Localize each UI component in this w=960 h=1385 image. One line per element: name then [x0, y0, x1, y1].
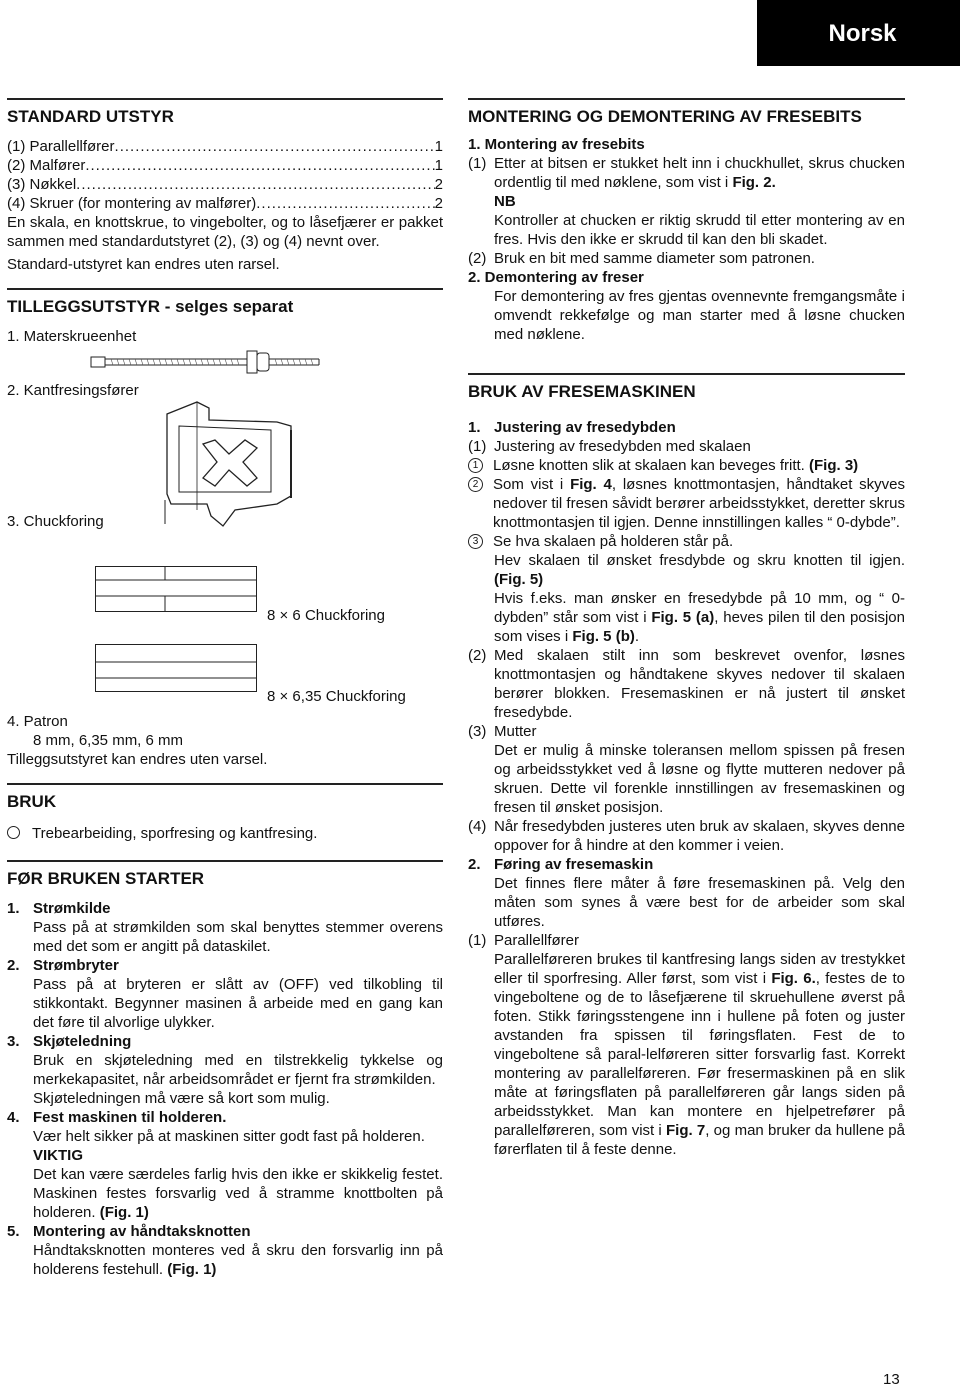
step-text: Hev skalaen til ønsket fresdybde og skru knotten til igjen. (Fig. 5) — [494, 552, 905, 588]
right-column: MONTERING OG DEMONTERING AV FRESEBITS 1. Montering av fresebits (1) Etter at bitsen er stukket helt inn i chuckhullet, skrus chucken ordentlig til med nøklene, som vist i Fig. 2. NB Kontroller at chucken er riktig skrudd til etter montering av en fres. Hvis den ikke er skrudd til kan den bli skadet. (2) Bruk en bit med samme diameter som patronen. 2. Demontering av freser For demontering av fres gjentas ovennevnte fremgangsmåte i omvendt rekkefølge og man starter med å løsne chucken med nøklene. BRUK AV FRESEMASKINEN 1. Justering av fresedybden (1) Justering av fresedybden med skalaen 1 Løsne knotten slik at skalaen kan beveges fritt. (Fig. 3) 2 Som vist i Fig. 4, løsnes knottmontasjen, håndtaket skyves nedover til fresen såvidt berører arbeidsstykket, deretter skrus knottmontasjen til igjen. Denne innstillingen kalles “ 0-dybde”. 3 Se hva skalaen på holderen står på. Hev skalaen til ønsket fresdybde og skru knotten til igjen. (Fig. 5) Hvis f.eks. man ønsker en fresedybde på 10 mm, og “ 0-dybden” står som vist i Fig. 5 (a), heves pilen til den posisjon som vises i Fig. 5 (b). (2) Med skalaen stilt inn som beskrevet ovenfor, løsnes knottmontasjen og håndtakene skyves nedover til skalaen berører blokken. Fresemaskinen er nå justert til ønsket fresedybde. (3) Mutter Det er mulig å minske toleransen mellom spissen på fresen og arbeidsstykket ved å løsne og flytte mutteren nedover på skruen. Dette vil forenkle innstillingen av fresemaskinen og fresen til ønsket posisjon. (4) Når fresedybden justeres uten bruk av skalaen, skyves denne oppover for å hindre at den kommer i veien. 2. Føring av fresemaskin Det finnes flere måter å føre fresemaskinen på. Velg den måten som synes å være best for de arbeider som skal utføres. (1) Parallellfører Parallelføreren brukes til kantfresing langs siden av trestykket eller til sporfresing. Aller først, som vist i Fig. 6., festes de to vingeboltene og de to låsefjærene til skruehullene øverst på foten. Stikk føringsstengene inn i hullene på foten og juster avstanden fra spissen til føringsflaten. Fest de to vingeboltene så paral-lelføreren sitter forsvarlig fast. Korrekt montering av parallelføreren. Før fresermaskinen på en slik måte at føringsflaten på parallelføreren går langs siden på arbeidsstykket. Man kan montere en hjelpetrefører på parallelføreren, som vist i Fig. 7, og man bruker da hullene på førerflaten til å feste denne. — [468, 98, 905, 1159]
subsection-title: 1. Montering av fresebits — [468, 136, 645, 153]
step-text: Løsne knotten slik at skalaen kan beveges fritt. (Fig. 3) — [493, 457, 859, 474]
section-title: Montering av håndtaksknotten — [33, 1223, 251, 1240]
step-text: Bruk en bit med samme diameter som patronen. — [494, 250, 815, 267]
before-use-list: 1. Strømkilde Pass på at strømkilden som skal benyttes stemmer overens med det som er angitt på dataskilet. 2. Strømbryter Pass på at bryteren er slått av (OFF) ved tilkobling til stikkontakt. Begynner masinen å arbeide med en gang kan det føre til alvorlige ulykker. 3. Skjøteledning Bruk en skjøteledning med en tilstrekkelig tykkelse og merkekapasitet, når arbeidsområdet er fjernt fra strømkilden. Skjøteledningen må være så kort som mulig. 4. Fest maskinen til holderen. Vær helt sikker på at maskinen sitter godt fast på holderen. VIKTIG Det kan være særdeles farlig hvis den ikke er skikkelig festet. Maskinen festes forsvarlig ved å stramme knottbolten på holderen. (Fig. 1) 5. Montering av håndtaksknotten Håndtaksknotten monteres ved å skru den forsvarlig inn på holderens festehull. (Fig. 1) — [7, 900, 443, 1278]
circled-number-icon: 3 — [468, 534, 483, 549]
list-item: (3) Nøkkel ..... 2 — [7, 175, 443, 194]
section-title: Justering av fresedybden — [494, 419, 676, 436]
section-text: Bruk en skjøteledning med en tilstrekkelig tykkelse og merkekapasitet, når arbeidsområdet er fjernt fra strømkilden. — [33, 1052, 443, 1088]
step-title: Parallellfører — [494, 932, 580, 949]
bullet-icon — [7, 826, 20, 839]
step-text: Med skalaen stilt inn som beskrevet ovenfor, løsnes knottmontasjen og håndtakene skyves nedover til skalaen berører blokken. Fresemaskinen er nå justert til ønsket fresedybde. — [494, 647, 905, 721]
optional-item-3: 3. Chuckforing — [7, 513, 104, 530]
language-tab — [757, 0, 960, 66]
warning-label: VIKTIG — [33, 1147, 84, 1164]
mounting-title: MONTERING OG DEMONTERING AV FRESEBITS — [468, 98, 905, 127]
optional-equipment-title: TILLEGGSUTSTYR - selges separat — [7, 288, 443, 317]
circled-number-icon: 2 — [468, 477, 483, 492]
nb-text: Kontroller at chucken er riktig skrudd til etter montering av en fres. Hvis den ikke er skrudd til kan den bli skadet. — [494, 212, 905, 248]
standard-equipment-title: STANDARD UTSTYR — [7, 98, 443, 127]
before-use-title: FØR BRUKEN STARTER — [7, 860, 443, 889]
circled-number-icon: 1 — [468, 458, 483, 473]
chuck-sleeve-2-illustration — [95, 644, 257, 692]
step-text: Som vist i Fig. 4, løsnes knottmontasjen, håndtaket skyves nedover til fresen såvidt berører arbeidsstykket, deretter skrus knottmontasjen til igjen. Denne innstillingen kalles “ 0-dybde”. — [493, 476, 905, 531]
section-title: Strømkilde — [33, 900, 111, 917]
section-text: Skjøteledningen må være så kort som mulig. — [33, 1090, 330, 1107]
standard-note: En skala, en knottskrue, to vingebolter, og to låsefjærer er pakket sammen med standardutstyret (2), (3) og (4) nevnt over. — [7, 214, 443, 250]
step-text: Hvis f.eks. man ønsker en fresedybde på 10 mm, og “ 0-dybden” står som vist i Fig. 5 (a), heves pilen til den posisjon som vises i Fig. 5 (b). — [494, 590, 905, 645]
trimmer-guide-illustration — [157, 400, 297, 530]
section-title: Strømbryter — [33, 957, 119, 974]
list-item: (2) Malfører ..... 1 — [7, 156, 443, 175]
standard-equipment-list — [7, 137, 443, 213]
section-title: Skjøteledning — [33, 1033, 132, 1050]
page-number: 13 — [883, 1371, 900, 1385]
section-text: Pass på at strømkilden som skal benyttes stemmer overens med det som er angitt på dataskilet. — [33, 919, 443, 955]
chuck-sleeve-1-illustration — [95, 566, 257, 612]
step-text: Justering av fresedybden med skalaen — [494, 438, 751, 455]
section-text: Håndtaksknotten monteres ved å skru den forsvarlig inn på holderens festehull. (Fig. 1) — [33, 1242, 443, 1278]
subsection-title: 2. Demontering av freser — [468, 269, 644, 286]
optional-item-1: 1. Materskrueenhet — [7, 328, 137, 345]
list-item: (4) Skruer (for montering av malfører) ..... 2 — [7, 194, 443, 213]
language-label: Norsk — [828, 19, 897, 47]
standard-note-2: Standard-utstyret kan endres uten rarsel. — [7, 256, 280, 273]
left-column — [7, 98, 443, 1279]
optional-item-2: 2. Kantfresingsfører — [7, 382, 139, 399]
step-text: Parallelføreren brukes til kantfresing langs siden av trestykket eller til sporfresing. Aller først, som vist i Fig. 6., festes de to vingeboltene og de to låsefjærene til skruehullene øverst på foten. Stikk føringsstengene inn i hullene på foten og juster avstanden fra spissen til føringsflaten. Fest de to vingeboltene så paral-lelføreren sitter forsvarlig fast. Korrekt montering av parallelføreren. Før fresermaskinen på en slik måte at føringsflaten på parallelføreren går langs siden på arbeidsstykket. Man kan montere en hjelpetrefører på parallelføreren, som vist i Fig. 7, og man bruker da hullene på førerflaten til å feste denne. — [494, 951, 905, 1158]
section-text: Pass på at bryteren er slått av (OFF) ved tilkobling til stikkontakt. Begynner masinen å arbeide med en gang kan det føre til alvorlige ulykker. — [33, 976, 443, 1031]
optional-note: Tilleggsutstyret kan endres uten varsel. — [7, 751, 268, 768]
section-text: Vær helt sikker på at maskinen sitter godt fast på holderen. — [33, 1128, 425, 1145]
section-title: Fest maskinen til holderen. — [33, 1109, 227, 1126]
step-title: Mutter — [494, 723, 537, 740]
optional-item-4: 4. Patron — [7, 713, 68, 730]
step-text: Se hva skalaen på holderen står på. — [493, 533, 734, 550]
step-text: Det finnes flere måter å føre fresemaskinen på. Velg den måten som synes å være best for de arbeider som skal utføres. — [494, 875, 905, 930]
chuck-sleeve-2-label: 8 × 6,35 Chuckforing — [267, 688, 406, 705]
optional-item-4-sizes: 8 mm, 6,35 mm, 6 mm — [33, 732, 184, 749]
list-item: (1) Parallellfører ..... 1 — [7, 137, 443, 156]
nb-label: NB — [494, 193, 516, 210]
trimmer-guide-and-sleeves — [7, 400, 443, 706]
feed-screw-illustration — [87, 348, 443, 376]
section-title: Føring av fresemaskin — [494, 856, 654, 873]
section-text: Det kan være særdeles farlig hvis den ikke er skikkelig festet. Maskinen festes forsvarlig ved å stramme knottbolten på holderen. (Fig. 1) — [33, 1166, 443, 1221]
step-text: Når fresedybden justeres uten bruk av skalaen, skyves denne oppover for å hindre at den kommer i veien. — [494, 818, 905, 854]
step-text: For demontering av fres gjentas ovennevnte fremgangsmåte i omvendt rekkefølge og man starter med å løsne chucken med nøklene. — [494, 288, 905, 343]
usage-title: BRUK — [7, 783, 443, 812]
step-text: Det er mulig å minske toleransen mellom spissen på fresen og arbeidsstykket ved å løsne og flytte mutteren nedover på skruen. Dette vil forenkle innstillingen av fresemaskinen og fresen til ønsket posisjon. — [494, 742, 905, 816]
step-text: Etter at bitsen er stukket helt inn i chuckhullet, skrus chucken ordentlig til med nøklene, som vist i Fig. 2. — [494, 155, 905, 191]
usage-item: Trebearbeiding, sporfresing og kantfresing. — [7, 824, 443, 843]
chuck-sleeve-1-label: 8 × 6 Chuckforing — [267, 607, 385, 624]
router-usage-title: BRUK AV FRESEMASKINEN — [468, 373, 905, 402]
